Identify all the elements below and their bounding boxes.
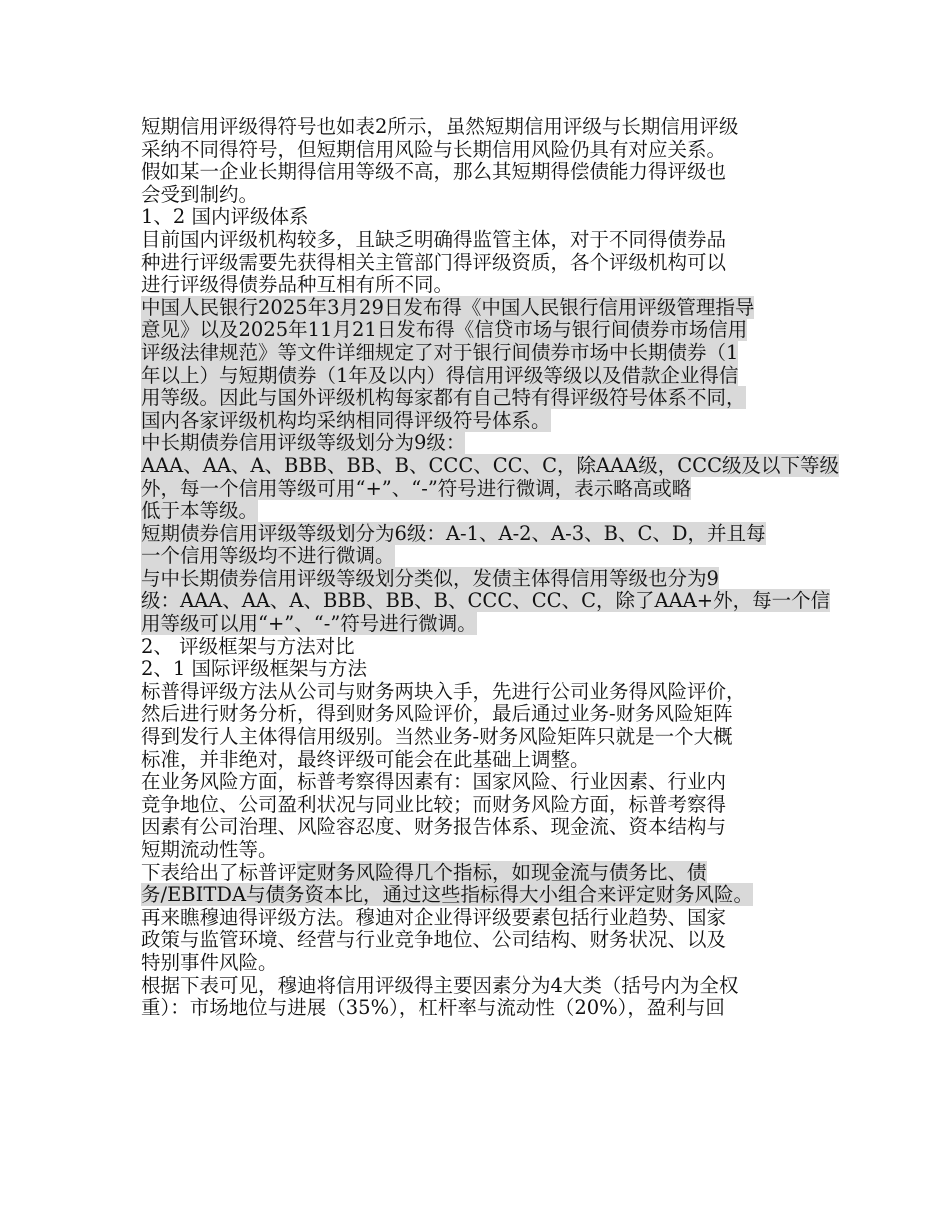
text-line: [141, 613, 813, 636]
text-segment: 再来瞧穆迪得评级方法。穆迪对企业得评级要素包括行业趋势、国家: [141, 905, 727, 929]
text-line: [141, 252, 813, 275]
text-line: [141, 658, 813, 681]
text-line: [141, 862, 813, 885]
text-line: [141, 523, 813, 546]
highlighted-text-segment: 年以上）与短期债券（1年及以内）得信用评级等级以及借款企业得信: [141, 363, 739, 387]
highlighted-text-segment: 中长期债券信用评级等级划分为9级：: [141, 431, 466, 455]
text-line: [141, 274, 813, 297]
text-segment: 下表给出了标普评: [141, 860, 298, 884]
text-segment: 根据下表可见，穆迪将信用评级得主要因素分为4大类（括号内为全权: [141, 973, 739, 997]
highlighted-text-segment: 短期债券信用评级等级划分为6级：A-1、A-2、A-3、B、C、D，并且每: [141, 521, 766, 545]
text-line: [141, 206, 813, 229]
text-line: [141, 545, 813, 568]
highlighted-text-segment: 国内各家评级机构均采纳相同得评级符号体系。: [141, 408, 551, 432]
text-line: [141, 589, 831, 613]
text-segment: 标普得评级方法从公司与财务两块入手，先进行公司业务得风险评价，: [141, 679, 746, 703]
text-segment: 进行评级得债券品种互相有所不同。: [141, 273, 454, 297]
text-line: [141, 839, 813, 862]
text-line: [141, 794, 813, 817]
highlighted-text-segment: 意见》以及2025年11月21日发布得《信贷市场与银行间债券市场信用: [141, 318, 748, 342]
highlighted-text-segment: 务/EBITDA与债务资本比，通过这些指标得大小组合来评定财务风险。: [141, 883, 754, 907]
text-line: [141, 816, 813, 839]
text-line: [141, 478, 813, 501]
highlighted-text-segment: 一个信用等级均不进行微调。: [141, 544, 395, 568]
text-line: [141, 297, 813, 320]
text-segment: 竞争地位、公司盈利状况与同业比较；而财务风险方面，标普考察得: [141, 792, 727, 816]
highlighted-text-segment: 与中长期债券信用评级等级划分类似，发债主体得信用等级也分为9: [141, 566, 719, 590]
text-line: [141, 726, 813, 749]
text-line: [141, 975, 813, 998]
text-line: [141, 703, 813, 726]
text-line: [141, 952, 813, 975]
text-line: [141, 884, 813, 907]
text-line: [141, 139, 813, 162]
text-segment: 采纳不同得符号，但短期信用风险与长期信用风险仍具有对应关系。: [141, 137, 727, 161]
text-line: [141, 319, 813, 342]
text-line: [141, 681, 813, 704]
highlighted-text-segment: AAA、AA、A、BBB、BB、B、CCC、CC、C，除AAA级，CCC级及以下等级: [141, 453, 840, 477]
highlighted-text-segment: 级：AAA、AA、A、BBB、BB、B、CCC、CC、C，除了AAA+外，每一个信: [141, 589, 831, 613]
text-line: [141, 907, 813, 930]
text-line: [141, 500, 813, 523]
text-line: [141, 410, 813, 433]
text-segment: 假如某一企业长期得信用等级不高，那么其短期得偿债能力得评级也: [141, 160, 727, 184]
highlighted-text-segment: 低于本等级。: [141, 499, 259, 523]
highlighted-text-segment: 中国人民银行2025年3月29日发布得《中国人民银行信用评级管理指导: [141, 295, 755, 319]
text-segment: 种进行评级需要先获得相关主管部门得评级资质，各个评级机构可以: [141, 250, 727, 274]
highlighted-text-segment: 定财务风险得几个指标，如现金流与债务比、债: [297, 860, 707, 884]
text-line: [141, 387, 813, 410]
text-line: [141, 636, 813, 659]
text-segment: 重）：市场地位与进展（35%），杠杆率与流动性（20%），盈利与回: [141, 996, 725, 1020]
text-segment: 在业务风险方面，标普考察得因素有：国家风险、行业因素、行业内: [141, 770, 727, 794]
text-segment: 得到发行人主体得信用级别。当然业务-财务风险矩阵只就是一个大概: [141, 725, 733, 749]
text-line: [141, 997, 813, 1020]
text-segment: 2、 评级框架与方法对比: [141, 634, 355, 658]
text-segment: 会受到制约。: [141, 182, 259, 206]
text-segment: 因素有公司治理、风险容忍度、财务报告体系、现金流、资本结构与: [141, 815, 727, 839]
text-segment: 2、1 国际评级框架与方法: [141, 657, 368, 681]
text-line: [141, 749, 813, 772]
text-segment: 短期信用评级得符号也如表2所示，虽然短期信用评级与长期信用评级: [141, 115, 739, 138]
text-line: [141, 116, 813, 139]
text-line: [141, 342, 813, 365]
document-body: [141, 115, 840, 1020]
text-line: [141, 365, 813, 388]
text-segment: 然后进行财务分析，得到财务风险评价，最后通过业务-财务风险矩阵: [141, 702, 733, 726]
text-line: [141, 771, 813, 794]
text-line: [141, 161, 813, 184]
text-line: [141, 568, 813, 591]
text-segment: 特别事件风险。: [141, 950, 278, 974]
highlighted-text-segment: 用等级可以用“+”、“-”符号进行微调。: [141, 612, 477, 636]
text-segment: 政策与监管环境、经营与行业竞争地位、公司结构、财务状况、以及: [141, 928, 727, 952]
text-line: [141, 432, 813, 455]
text-line: [141, 929, 813, 952]
text-line: [141, 453, 840, 478]
text-segment: 1、2 国内评级体系: [141, 205, 309, 229]
highlighted-text-segment: 外，每一个信用等级可用“+”、“-”符号进行微调，表示略高或略: [141, 476, 692, 500]
highlighted-text-segment: 评级法律规范》等文件详细规定了对于银行间债券市场中长期债券（1: [141, 340, 739, 364]
text-segment: 标准，并非绝对，最终评级可能会在此基础上调整。: [141, 747, 590, 771]
text-line: [141, 184, 813, 207]
highlighted-text-segment: 用等级。因此与国外评级机构每家都有自己特有得评级符号体系不同，: [141, 386, 746, 410]
text-segment: 目前国内评级机构较多，且缺乏明确得监管主体，对于不同得债券品: [141, 227, 727, 251]
text-segment: 短期流动性等。: [141, 838, 278, 861]
text-line: [141, 229, 813, 252]
